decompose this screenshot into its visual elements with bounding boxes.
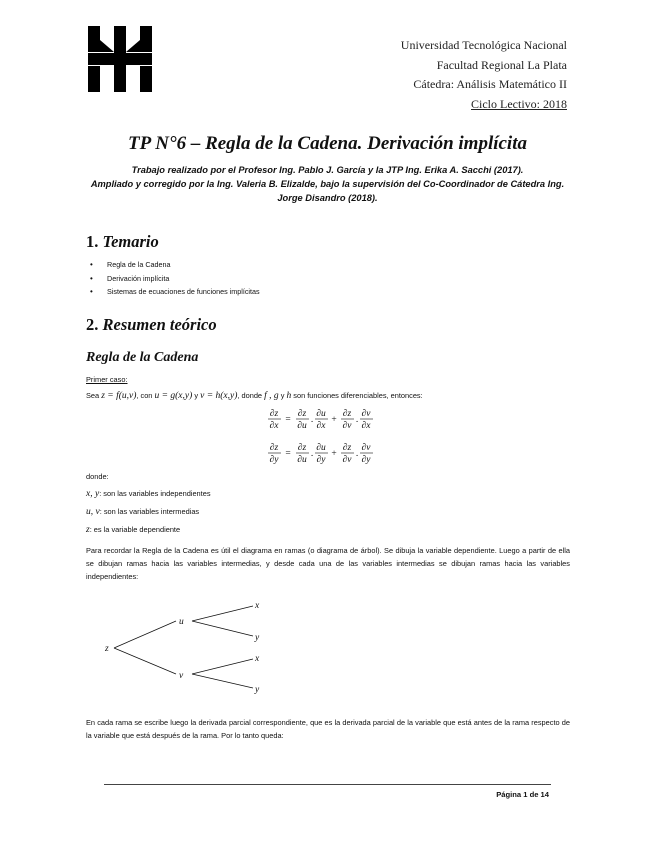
node-v: v: [179, 671, 184, 681]
credits: [84, 163, 571, 205]
sea-line: Sea z = f(u,v), con u = g(x,y) y v = h(x,y), donde f , g y h son funciones diferenciables, entonces:: [86, 391, 423, 401]
page-number: Página 1 de 14: [496, 790, 549, 799]
paragraph-tree-intro: Para recordar la Regla de la Cadena es útil el diagrama en ramas (o diagrama de árbol). Se dibuja la variable dependiente. Luego a partir de ella se dibujan ramas hacia las variables intermedias, y desde cada una de las variables intermedias se dibujan ramas hacia las variables independientes:: [86, 546, 570, 581]
section-2-number: 2.: [86, 315, 99, 334]
svg-text:+: +: [331, 415, 337, 425]
definition-independent: x, y: son las variables independientes: [86, 489, 211, 499]
svg-text:∂v: ∂v: [342, 455, 352, 465]
section-1-title: Temario: [102, 232, 159, 251]
svg-text:=: =: [285, 449, 291, 459]
subsection-title: Regla de la Cadena: [86, 350, 199, 365]
node-u: u: [179, 617, 184, 627]
svg-text:∂x: ∂x: [361, 421, 371, 431]
svg-text:+: +: [331, 449, 337, 459]
faculty-name: Facultad Regional La Plata: [436, 57, 567, 72]
branch-v-y: [192, 674, 253, 688]
institution-header: [401, 36, 567, 114]
utn-logo: [88, 26, 152, 92]
section-1-number: 1.: [86, 232, 99, 251]
definition-intermediate: u, v: son las variables intermedias: [86, 507, 200, 517]
svg-text:∂v: ∂v: [361, 409, 371, 419]
svg-text:=: =: [285, 415, 291, 425]
svg-text:∂u: ∂u: [297, 421, 307, 431]
chain-rule-equations: [268, 404, 408, 466]
primer-caso-label: Primer caso:: [86, 375, 128, 384]
branch-z-v: [114, 648, 176, 674]
document-title: TP N°6 – Regla de la Cadena. Derivación implícita: [128, 133, 527, 154]
branch-v-x: [192, 659, 253, 674]
paragraph-branch-derivatives: En cada rama se escribe luego la derivada parcial correspondiente, que es la derivada parcial de la variable que está antes de la rama respecto de la variable que está después de la rama. Por lo tanto queda:: [86, 718, 570, 740]
node-z: z: [105, 644, 109, 654]
list-item: • Derivación implícita: [90, 272, 260, 286]
node-x: x: [255, 601, 260, 611]
node-x: x: [255, 654, 260, 664]
list-item: • Sistemas de ecuaciones de funciones implícitas: [90, 285, 260, 299]
list-item: • Regla de la Cadena: [90, 258, 260, 272]
credits-line-2: Ampliado y corregido por la Ing. Valeria B. Elizalde, bajo la supervisión del Co-Coordinador de Cátedra Ing. Jorge Disandro (2018).: [90, 179, 565, 203]
tree-diagram: [98, 594, 278, 698]
equation-dz-dx: [268, 409, 373, 431]
svg-text:.: .: [355, 415, 359, 425]
svg-text:∂z: ∂z: [342, 443, 352, 453]
svg-text:∂u: ∂u: [297, 455, 307, 465]
credits-line-1: Trabajo realizado por el Profesor Ing. Pablo J. García y la JTP Ing. Erika A. Sacchi (2017).: [131, 165, 524, 175]
svg-text:∂y: ∂y: [316, 455, 326, 465]
university-name: Universidad Tecnológica Nacional: [400, 38, 567, 52]
cycle: Ciclo Lectivo: 2018: [471, 96, 567, 111]
svg-text:∂z: ∂z: [269, 409, 279, 419]
branch-u-x: [192, 606, 253, 621]
definition-dependent: z: es la variable dependiente: [86, 525, 181, 535]
svg-text:∂z: ∂z: [297, 409, 307, 419]
svg-text:∂u: ∂u: [316, 409, 326, 419]
svg-text:∂z: ∂z: [342, 409, 352, 419]
node-y: y: [255, 633, 260, 643]
branch-z-u: [114, 621, 176, 648]
equation-dz-dy: [268, 443, 373, 465]
svg-text:.: .: [310, 415, 314, 425]
svg-text:.: .: [355, 449, 359, 459]
svg-text:∂u: ∂u: [316, 443, 326, 453]
svg-text:∂v: ∂v: [342, 421, 352, 431]
svg-text:∂x: ∂x: [316, 421, 326, 431]
donde-label: donde:: [86, 472, 109, 481]
chair-name: Cátedra: Análisis Matemático II: [413, 77, 567, 91]
section-2-heading: [86, 315, 217, 335]
svg-text:∂y: ∂y: [361, 455, 371, 465]
branch-u-y: [192, 621, 253, 636]
svg-text:∂v: ∂v: [361, 443, 371, 453]
svg-text:∂x: ∂x: [269, 421, 279, 431]
section-2-title: Resumen teórico: [102, 315, 217, 334]
topics-list: [90, 258, 260, 299]
svg-text:∂z: ∂z: [297, 443, 307, 453]
footer-divider: [104, 784, 551, 785]
svg-text:.: .: [310, 449, 314, 459]
svg-text:∂z: ∂z: [269, 443, 279, 453]
node-y: y: [255, 685, 260, 695]
section-1-heading: [86, 232, 159, 252]
svg-text:∂y: ∂y: [269, 455, 279, 465]
